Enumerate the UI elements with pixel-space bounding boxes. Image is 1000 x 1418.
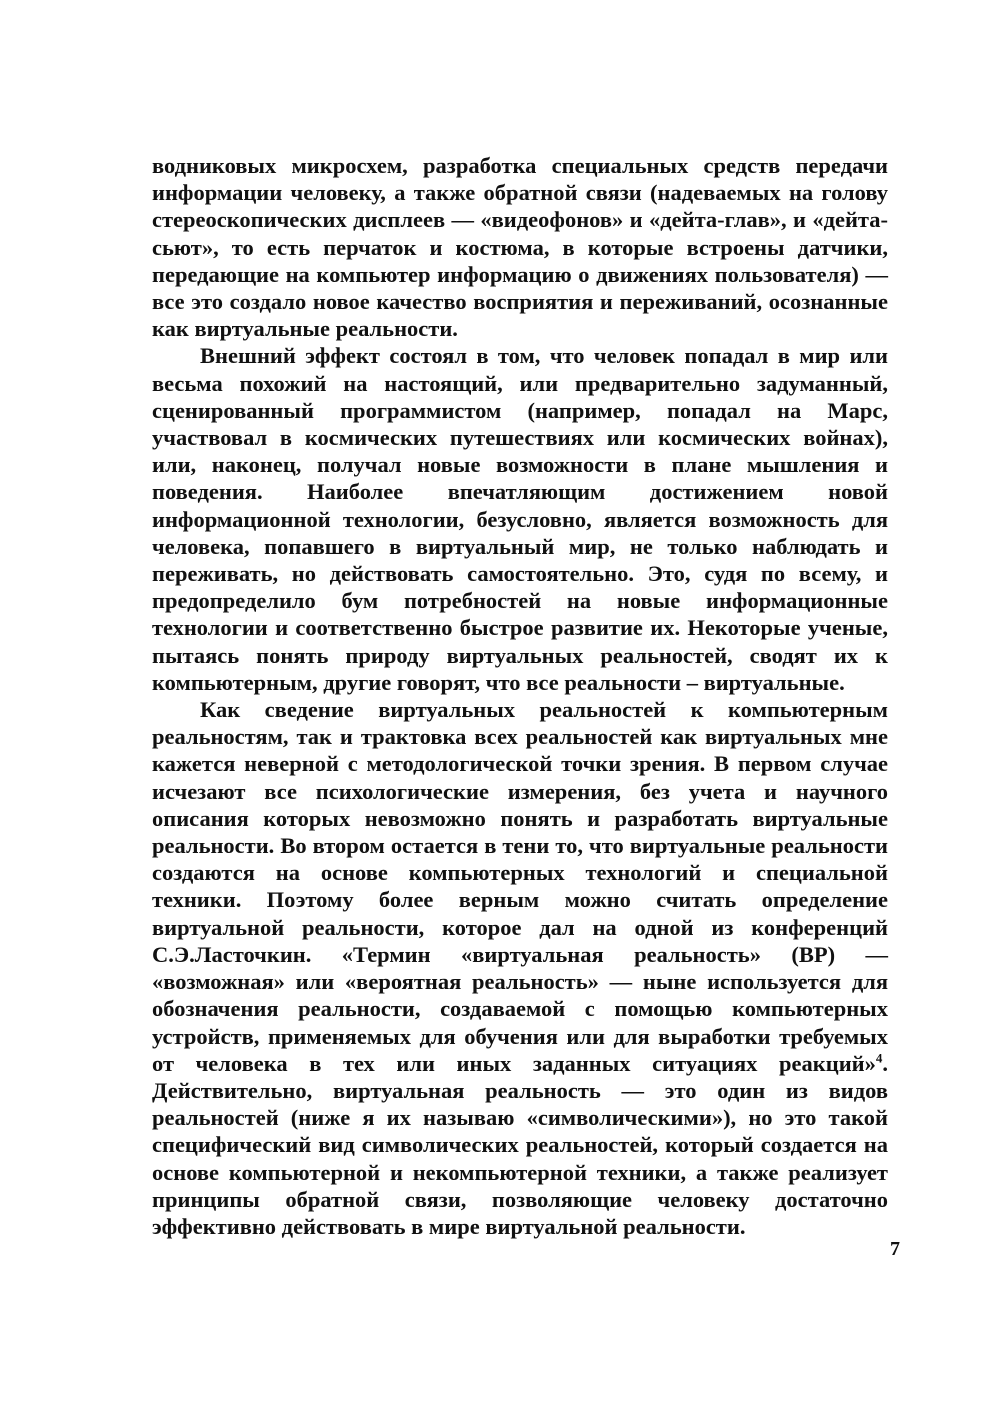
- paragraph-1: водниковых микросхем, разработка специальных средств передачи информации человеку, а также обратной связи (надеваемых на голову стереоскопических дисплеев — «видеофонов» и «дейта-глав», и «дейта-сьют», то есть перчаток и костюма, в которые встроены датчики, передающие на компьютер информацию о движениях пользователя) — все это создало новое качество восприятия и переживаний, осознанные как виртуальные реальности.: [152, 153, 888, 342]
- footnote-marker: 4: [875, 1050, 883, 1066]
- body-text: [152, 152, 888, 1240]
- paragraph-3: [152, 696, 888, 1240]
- page-number: 7: [890, 1238, 900, 1260]
- paragraph-3-text: Как сведение виртуальных реальностей к компьютерным реальностям, так и трактовка всех реальностей как виртуальных мне кажется неверной с методологической точки зрения. В первом случае исчезают все психологические измерения, без учета и научного описания которых невозможно понять и разработать виртуальные реальности. Во втором остается в тени то, что виртуальные реальности создаются на основе компьютерных технологий и специальной техники. Поэтому более верным можно считать определение виртуальной реальности, которое дал на одной из конференций С.Э.Ласточкин. «Термин «виртуальная реальность» (ВР) — «возможная» или «вероятная реальность» — ныне используется для обозначения реальности, создаваемой с помощью компьютерных устройств, применяемых для обучения или для выработки требуемых от человека в тех или иных заданных ситуациях реакций»: [152, 697, 888, 1076]
- paragraph-2: Внешний эффект состоял в том, что человек попадал в мир или весьма похожий на настоящий, или предварительно задуманный, сценированный программистом (например, попадал на Марс, участвовал в космических путешествиях или космических войнах), или, наконец, получал новые возможности в плане мышления и поведения. Наиболее впечатляющим достижением новой информационной технологии, безусловно, является возможность для человека, попавшего в виртуальный мир, не только наблюдать и переживать, но действовать самостоятельно. Это, судя по всему, и предопределило бум потребностей на новые информационные технологии и соответственно быстрое развитие их. Некоторые ученые, пытаясь понять природу виртуальных реальностей, сводят их к компьютерным, другие говорят, что все реальности – виртуальные.: [152, 343, 888, 695]
- paragraph-3-tail: . Действительно, виртуальная реальность — это один из видов реальностей (ниже я их называю «символическими»), но это такой специфический вид символических реальностей, который создается на основе компьютерной и некомпьютерной техники, а также реализует принципы обратной связи, позволяющие человеку достаточно эффективно действовать в мире виртуальной реальности.: [152, 1050, 888, 1239]
